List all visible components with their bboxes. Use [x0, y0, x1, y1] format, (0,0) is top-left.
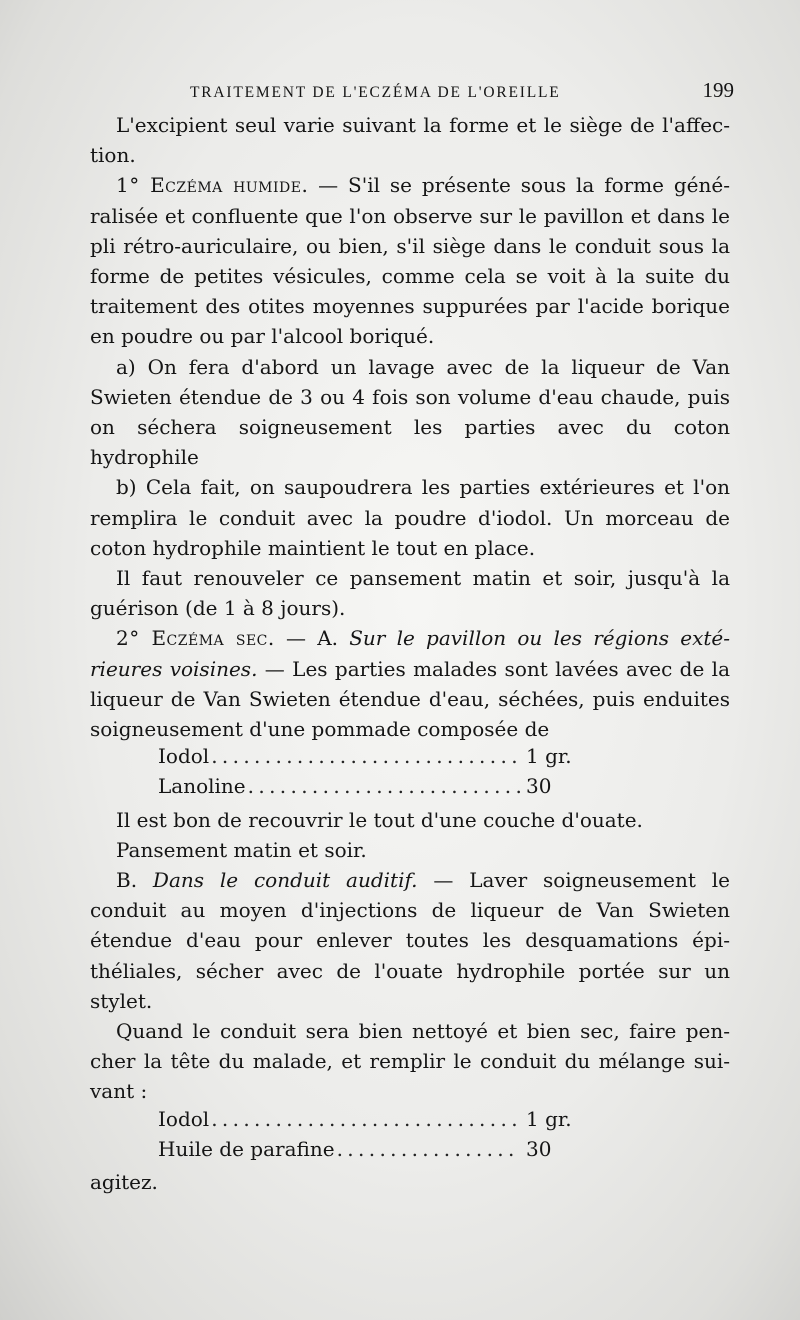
recipe-ingredient: Huile de parafine: [158, 1136, 335, 1161]
recipe-melange: [90, 1107, 578, 1167]
paragraph-nettoye: Quand le conduit sera bien nettoyé et bien sec, faire pencher la tête du malade, et remplir le conduit du mélange suivant :: [90, 1019, 730, 1104]
recipe-line: [158, 1137, 578, 1167]
section-label-eczema-humide: 1° Eczéma humide.: [116, 173, 309, 198]
recipe-ingredient: Lanoline: [158, 774, 246, 799]
recipe-quantity: 1 gr.: [526, 1106, 572, 1131]
body-text: [90, 110, 730, 744]
dot-leader: [211, 1107, 520, 1131]
paragraph-ouate: Il est bon de recouvrir le tout d'une couche d'ouate.: [116, 807, 643, 832]
paragraph-eczema-humide: [90, 170, 730, 351]
recipe-ingredient: Iodol: [158, 744, 210, 769]
paragraph-conduit-auditif-text: — Laver soigneusement le conduit au moyen d'injections de liqueur de Van Swieten étendue d'eau pour enlever toutes les desquamations épithéliales, sécher avec de l'ouate hydrophile portée sur un stylet.: [90, 868, 730, 1013]
paragraph-step-a: a) On fera d'abord un lavage avec de la liqueur de Van Swieten étendue de 3 ou 4 fois son volume d'eau chaude, puis on séchera soigneusement les parties avec du coton hydrophile: [90, 354, 730, 470]
page-number: 199: [702, 78, 734, 102]
paragraph-pansement: Pansement matin et soir.: [116, 837, 367, 862]
paragraph-excipient: L'excipient seul varie suivant la forme et le siège de l'affection.: [90, 113, 730, 168]
recipe-ingredient: Iodol: [158, 1106, 210, 1131]
recipe-line: [158, 1107, 578, 1137]
paragraph-renouveler: Il faut renouveler ce pansement matin et soir, jusqu'à la guérison (de 1 à 8 jours).: [90, 566, 730, 621]
section-label-eczema-sec: 2° Eczéma sec.: [116, 626, 275, 651]
closing-word: agitez.: [90, 1170, 158, 1195]
subsection-marker-a: — A.: [274, 626, 350, 651]
body-text-continued: [90, 805, 730, 1107]
subsection-title-pavillon: Sur le pavillon ou les régions extérieures voisines.: [90, 626, 731, 681]
recipe-quantity: 30: [526, 1136, 552, 1161]
paragraph-step-b: b) Cela fait, on saupoudrera les parties extérieures et l'on remplira le conduit avec la poudre d'iodol. Un morceau de coton hydrophile maintient le tout en place.: [90, 475, 730, 560]
dot-leader: [337, 1137, 520, 1161]
paragraph-conduit-auditif: [90, 865, 730, 1016]
subsection-title-conduit: Dans le conduit auditif.: [152, 868, 418, 893]
recipe-quantity: 30: [526, 774, 552, 799]
recipe-quantity: 1 gr.: [526, 744, 572, 769]
dot-leader: [248, 774, 520, 798]
recipe-line: [158, 774, 578, 804]
paragraph-eczema-sec-text: — Les parties malades sont lavées avec de la liqueur de Van Swieten étendue d'eau, séchées, puis enduites soigneusement d'une pommade composée de: [90, 656, 730, 742]
recipe-line: [158, 744, 578, 774]
paragraph-eczema-sec: [90, 623, 730, 744]
paragraph-eczema-humide-text: — S'il se présente sous la forme généralisée et confluente que l'on observe sur le pavillon et dans le pli rétro-auriculaire, ou bien, s'il siège dans le conduit sous la forme de petites vésicules, comme cela se voit à la suite du traitement des otites moyennes suppurées par l'acide borique en poudre ou par l'alcool boriqué.: [90, 173, 730, 349]
recipe-pommade: [90, 744, 578, 804]
running-title: TRAITEMENT DE L'ECZÉMA DE L'OREILLE: [190, 84, 561, 101]
dot-leader: [211, 744, 520, 768]
running-header: [190, 78, 734, 110]
subsection-marker-b: B.: [116, 868, 153, 893]
